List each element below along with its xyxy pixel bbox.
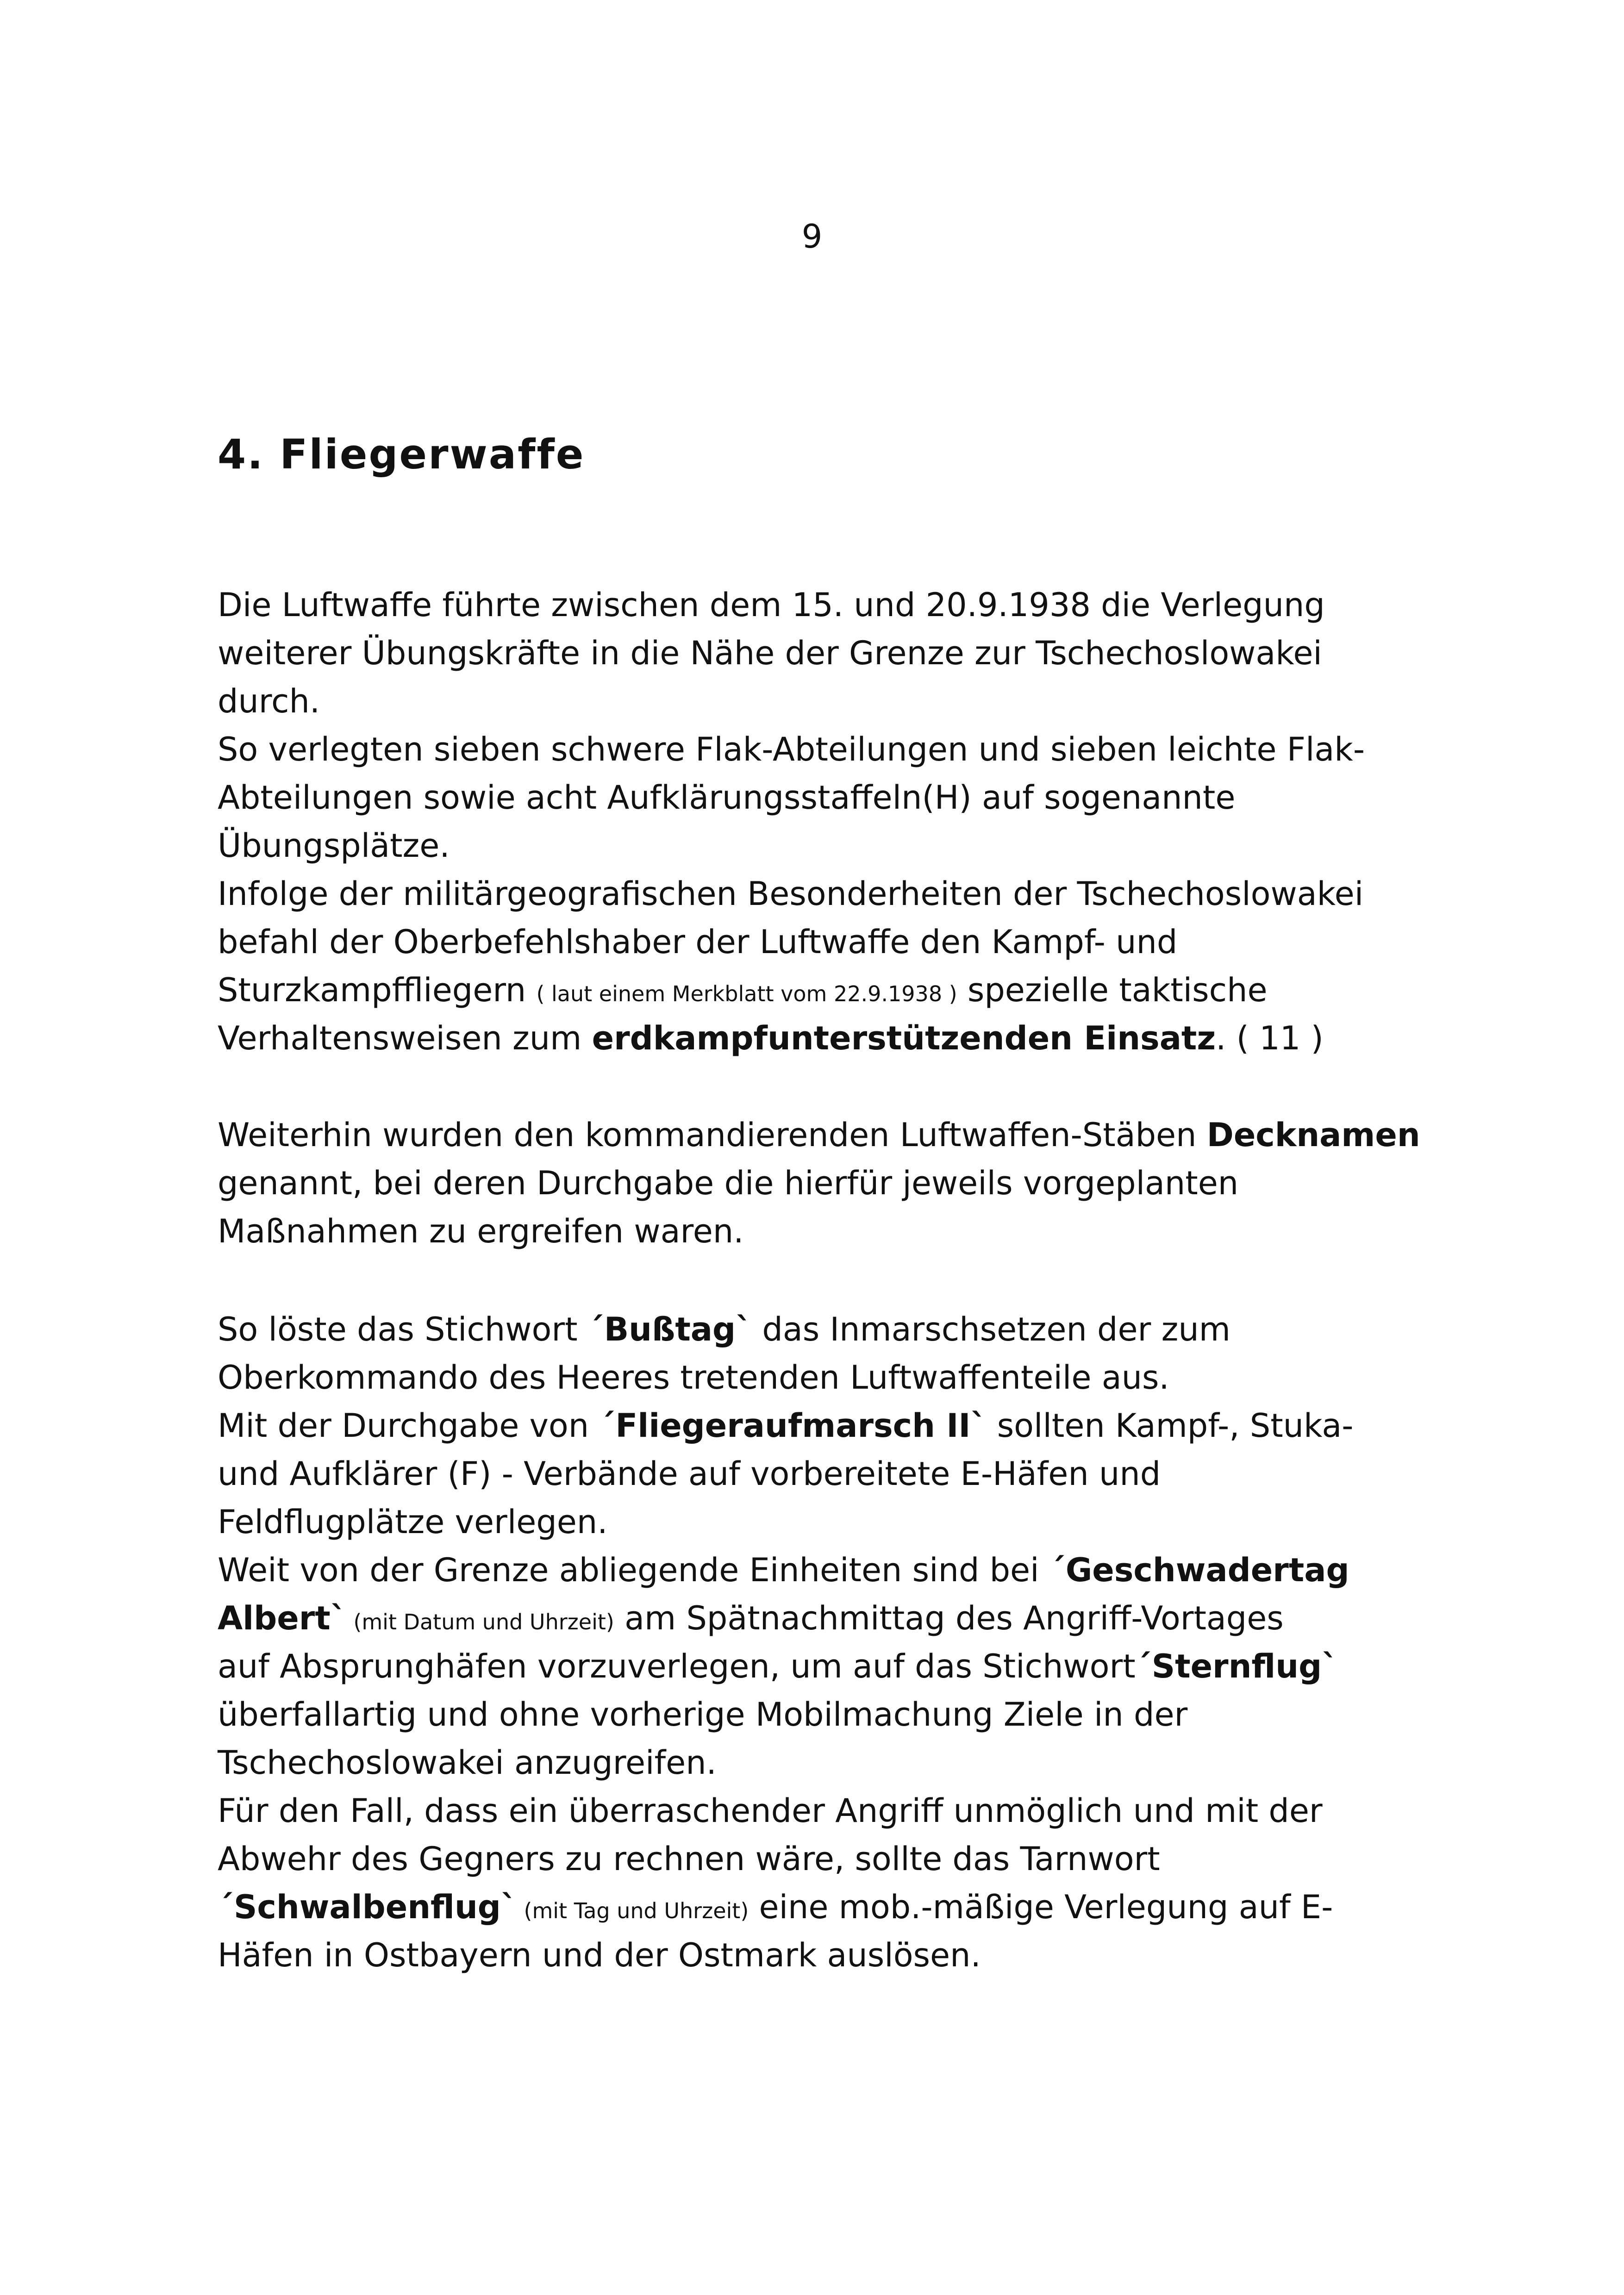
paragraph-1 xyxy=(218,581,1421,1062)
text-line: Feldflugplätze verlegen. xyxy=(218,1503,608,1541)
text-segment: So löste das Stichwort xyxy=(218,1310,588,1348)
text-line: durch. xyxy=(218,682,320,720)
text-segment: Weit von der Grenze abliegende Einheiten sind bei xyxy=(218,1551,1049,1589)
text-segment: sollten Kampf-, Stuka- xyxy=(987,1407,1354,1445)
text-line: genannt, bei deren Durchgabe die hierfür jeweils vorgeplanten xyxy=(218,1164,1239,1202)
inline-note: (mit Datum und Uhrzeit) xyxy=(346,1609,614,1634)
text-line: Häfen in Ostbayern und der Ostmark auslösen. xyxy=(218,1936,981,1974)
text-line: Übungsplätze. xyxy=(218,827,450,865)
text-segment: am Spätnachmittag des Angriff-Vortages xyxy=(614,1599,1284,1637)
text-line xyxy=(218,1594,1421,1642)
text-line: Infolge der militärgeografischen Besonderheiten der Tschechoslowakei xyxy=(218,875,1364,913)
text-line xyxy=(218,966,1421,1014)
text-segment: Verhaltensweisen zum xyxy=(218,1019,592,1057)
codeword: ´Fliegeraufmarsch II` xyxy=(599,1407,987,1445)
text-segment: eine mob.-mäßige Verlegung auf E- xyxy=(749,1888,1333,1926)
text-line: weiterer Übungskräfte in die Nähe der Grenze zur Tschechoslowakei xyxy=(218,634,1322,672)
codeword: Albert` xyxy=(218,1599,347,1637)
text-segment: das Inmarschsetzen der zum xyxy=(752,1310,1230,1348)
codeword: ´Schwalbenflug` xyxy=(218,1888,517,1926)
text-line: Abwehr des Gegners zu rechnen wäre, sollte das Tarnwort xyxy=(218,1840,1160,1878)
text-segment: auf Absprunghäfen vorzuverlegen, um auf das Stichwort xyxy=(218,1647,1136,1685)
text-line xyxy=(218,1402,1421,1450)
paragraph-3 xyxy=(218,1305,1421,1979)
text-line xyxy=(218,1883,1421,1931)
text-line: Die Luftwaffe führte zwischen dem 15. und 20.9.1938 die Verlegung xyxy=(218,586,1325,624)
text-line xyxy=(218,1642,1421,1690)
paragraph-2 xyxy=(218,1111,1421,1255)
codeword: ´Geschwadertag xyxy=(1049,1551,1349,1589)
text-line: Abteilungen sowie acht Aufklärungsstaffeln(H) auf sogenannte xyxy=(218,779,1236,817)
inline-note: (mit Tag und Uhrzeit) xyxy=(517,1898,749,1923)
text-line: und Aufklärer (F) - Verbände auf vorbereitete E-Häfen und xyxy=(218,1455,1161,1493)
text-line: Oberkommando des Heeres tretenden Luftwaffenteile aus. xyxy=(218,1359,1169,1397)
section-heading: 4. Fliegerwaffe xyxy=(218,430,585,478)
bold-term: Decknamen xyxy=(1206,1116,1420,1154)
bold-term: erdkampfunterstützenden Einsatz xyxy=(592,1019,1216,1057)
text-segment: Weiterhin wurden den kommandierenden Luftwaffen-Stäben xyxy=(218,1116,1207,1154)
text-line: So verlegten sieben schwere Flak-Abteilungen und sieben leichte Flak- xyxy=(218,730,1365,768)
text-line: Maßnahmen zu ergreifen waren. xyxy=(218,1212,744,1250)
text-line xyxy=(218,1111,1421,1159)
text-segment: Sturzkampffliegern xyxy=(218,971,537,1009)
reference-note: . ( 11 ) xyxy=(1216,1019,1324,1057)
text-segment: spezielle taktische xyxy=(957,971,1268,1009)
page-number: 9 xyxy=(801,218,823,256)
text-segment: Mit der Durchgabe von xyxy=(218,1407,600,1445)
text-line: befahl der Oberbefehlshaber der Luftwaffe den Kampf- und xyxy=(218,923,1178,961)
codeword: ´Bußtag` xyxy=(587,1310,752,1348)
codeword: ´Sternflug` xyxy=(1135,1647,1338,1685)
text-line: Tschechoslowakei anzugreifen. xyxy=(218,1744,717,1782)
text-line xyxy=(218,1014,1421,1062)
inline-note: ( laut einem Merkblatt vom 22.9.1938 ) xyxy=(536,981,957,1006)
text-line xyxy=(218,1546,1421,1594)
text-line: Für den Fall, dass ein überraschender Angriff unmöglich und mit der xyxy=(218,1792,1323,1830)
text-line: überfallartig und ohne vorherige Mobilmachung Ziele in der xyxy=(218,1696,1188,1734)
text-line xyxy=(218,1305,1421,1353)
